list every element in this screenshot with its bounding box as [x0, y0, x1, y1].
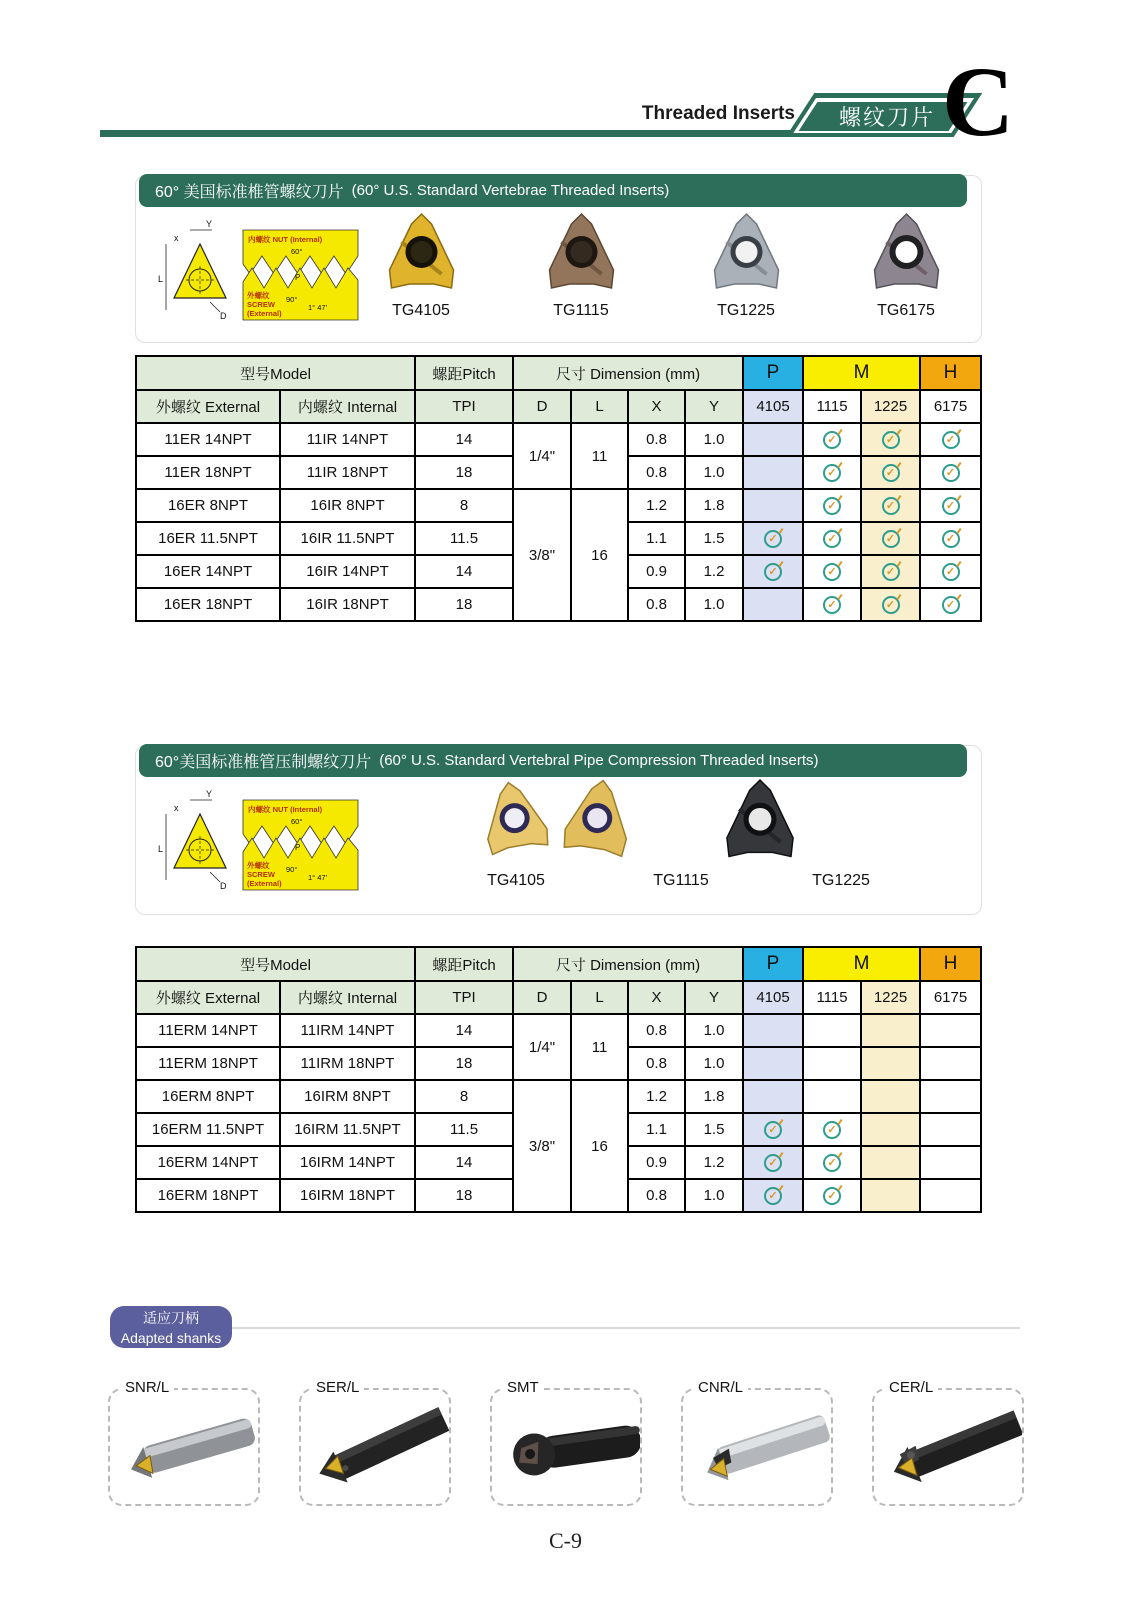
grade-cell-1225 — [861, 1080, 920, 1113]
dim-y-label: Y — [206, 789, 213, 799]
grade-cell-1115 — [803, 423, 861, 456]
insert-label: TG1225 — [717, 302, 775, 319]
internal-header: 内螺纹 Internal — [280, 390, 415, 423]
d-value: 3/8" — [513, 1080, 571, 1212]
angle-60-label: 60° — [291, 817, 303, 826]
grade-cell-4105 — [743, 1146, 803, 1179]
chapter-letter: C — [942, 46, 1015, 157]
pitch-label: P — [295, 273, 301, 282]
check-icon: ✓ — [823, 596, 841, 614]
external-model: 16ERM 14NPT — [136, 1146, 280, 1179]
x-value: 0.9 — [628, 555, 685, 588]
check-icon: ✓ — [882, 596, 900, 614]
insert-label: TG4105 — [392, 302, 450, 319]
l-header: L — [571, 981, 628, 1014]
tpi-value: 14 — [415, 1014, 513, 1047]
grade-cell-1225 — [861, 1014, 920, 1047]
l-header: L — [571, 390, 628, 423]
check-icon: ✓ — [764, 1154, 782, 1172]
angle-90-label: 90° — [286, 295, 298, 304]
dim-d-label: D — [220, 311, 227, 321]
external-model: 16ERM 18NPT — [136, 1179, 280, 1212]
grade-p-header: P — [743, 947, 803, 981]
grade-cell-1115 — [803, 1179, 861, 1212]
tpi-value: 18 — [415, 588, 513, 621]
y-header: Y — [685, 390, 743, 423]
internal-model: 16IR 14NPT — [280, 555, 415, 588]
shank-label: CER/L — [884, 1379, 938, 1396]
grade-cell-4105 — [743, 1014, 803, 1047]
external-header: 外螺纹 External — [136, 981, 280, 1014]
grade-cell-1115 — [803, 1146, 861, 1179]
internal-model: 11IR 14NPT — [280, 423, 415, 456]
y-value: 1.8 — [685, 489, 743, 522]
internal-header: 内螺纹 Internal — [280, 981, 415, 1014]
y-value: 1.5 — [685, 1113, 743, 1146]
d-value: 1/4" — [513, 1014, 571, 1080]
grade-m-header: M — [803, 947, 920, 981]
check-icon: ✓ — [764, 563, 782, 581]
insert-photo-tg1225-black — [701, 778, 819, 873]
grade-cell-6175 — [920, 423, 981, 456]
shank-photo-cnrl — [683, 1396, 831, 1501]
dimension-header: 尺寸 Dimension (mm) — [513, 947, 743, 981]
grade-cell-4105 — [743, 522, 803, 555]
grade-cell-4105 — [743, 555, 803, 588]
external-model: 11ERM 18NPT — [136, 1047, 280, 1080]
model-header: 型号Model — [136, 947, 415, 981]
shank-card-cerl — [872, 1379, 1024, 1506]
check-icon: ✓ — [823, 1154, 841, 1172]
y-value: 1.8 — [685, 1080, 743, 1113]
dim-x-label: x — [174, 803, 179, 813]
screw-label-2: SCREW — [247, 300, 275, 309]
grade-cell-1115 — [803, 489, 861, 522]
dim-l-label: L — [158, 274, 164, 284]
external-model: 16ERM 11.5NPT — [136, 1113, 280, 1146]
tpi-value: 14 — [415, 423, 513, 456]
angle-90-label: 90° — [286, 865, 298, 874]
check-icon: ✓ — [882, 464, 900, 482]
x-value: 0.8 — [628, 1179, 685, 1212]
pitch-header: 螺距Pitch — [415, 947, 513, 981]
page-title-en: Threaded Inserts — [641, 103, 795, 124]
grade-1225-header: 1225 — [861, 981, 920, 1014]
grade-cell-4105 — [743, 456, 803, 489]
check-icon: ✓ — [882, 497, 900, 515]
screw-label-2: SCREW — [247, 870, 275, 879]
tpi-value: 14 — [415, 1146, 513, 1179]
grade-4105-header: 4105 — [743, 981, 803, 1014]
section-heading — [139, 744, 967, 777]
l-value: 16 — [571, 1080, 628, 1212]
table-row — [136, 423, 981, 456]
nut-label: 内螺纹 NUT (Internal) — [248, 805, 323, 814]
check-icon: ✓ — [823, 431, 841, 449]
shank-card-cnrl — [681, 1379, 833, 1506]
x-value: 0.8 — [628, 1014, 685, 1047]
check-icon: ✓ — [823, 530, 841, 548]
grade-cell-1115 — [803, 522, 861, 555]
internal-model: 11IR 18NPT — [280, 456, 415, 489]
shank-card-smt — [490, 1379, 642, 1506]
grade-cell-4105 — [743, 1080, 803, 1113]
table-header-row-1 — [136, 947, 981, 981]
thread-profile-diagram — [148, 216, 363, 324]
tpi-value: 8 — [415, 489, 513, 522]
dim-y-label: Y — [206, 219, 213, 229]
internal-model: 11IRM 18NPT — [280, 1047, 415, 1080]
angle-60-label: 60° — [291, 247, 303, 256]
y-value: 1.0 — [685, 1014, 743, 1047]
internal-model: 16IR 11.5NPT — [280, 522, 415, 555]
page-number: C-9 — [549, 1528, 582, 1553]
shanks-divider — [232, 1327, 1020, 1329]
screw-label-3: (External) — [247, 309, 282, 318]
grade-cell-6175 — [920, 522, 981, 555]
y-value: 1.0 — [685, 1047, 743, 1080]
x-value: 1.1 — [628, 1113, 685, 1146]
grade-cell-1225 — [861, 489, 920, 522]
y-value: 1.2 — [685, 555, 743, 588]
insert-photo-tg4105 — [364, 212, 479, 304]
check-icon: ✓ — [823, 563, 841, 581]
table-row — [136, 1080, 981, 1113]
x-value: 0.9 — [628, 1146, 685, 1179]
shank-label: SNR/L — [120, 1379, 174, 1396]
external-model: 16ER 11.5NPT — [136, 522, 280, 555]
header-rule — [100, 130, 870, 137]
grade-cell-1225 — [861, 588, 920, 621]
check-icon: ✓ — [823, 464, 841, 482]
model-header: 型号Model — [136, 356, 415, 390]
grade-1225-header: 1225 — [861, 390, 920, 423]
grade-1115-header: 1115 — [803, 390, 861, 423]
internal-model: 16IR 18NPT — [280, 588, 415, 621]
grade-cell-1115 — [803, 555, 861, 588]
check-icon: ✓ — [882, 563, 900, 581]
shank-label: CNR/L — [693, 1379, 748, 1396]
y-header: Y — [685, 981, 743, 1014]
grade-cell-1115 — [803, 1080, 861, 1113]
dim-l-label: L — [158, 844, 164, 854]
section-heading-zh: 60°美国标准椎管压制螺纹刀片 — [155, 754, 372, 771]
x-value: 1.1 — [628, 522, 685, 555]
tpi-value: 18 — [415, 456, 513, 489]
screw-label-1: 外螺纹 — [247, 861, 270, 870]
thread-profile-diagram — [148, 786, 363, 894]
table-row — [136, 1014, 981, 1047]
grade-cell-1115 — [803, 588, 861, 621]
external-model: 16ER 18NPT — [136, 588, 280, 621]
grade-cell-6175 — [920, 1179, 981, 1212]
grade-cell-6175 — [920, 1113, 981, 1146]
y-value: 1.0 — [685, 588, 743, 621]
dimension-header: 尺寸 Dimension (mm) — [513, 356, 743, 390]
d-header: D — [513, 981, 571, 1014]
insert-label: TG1115 — [653, 872, 709, 889]
nut-label: 内螺纹 NUT (Internal) — [248, 235, 323, 244]
grade-cell-6175 — [920, 1047, 981, 1080]
check-icon: ✓ — [942, 563, 960, 581]
l-value: 11 — [571, 423, 628, 489]
section-heading-en: (60° U.S. Standard Vertebral Pipe Compression Threaded Inserts) — [379, 752, 819, 769]
check-icon: ✓ — [882, 431, 900, 449]
x-header: X — [628, 981, 685, 1014]
grade-cell-1115 — [803, 456, 861, 489]
x-value: 0.8 — [628, 456, 685, 489]
insert-label: TG1115 — [553, 302, 609, 319]
grade-1115-header: 1115 — [803, 981, 861, 1014]
grade-cell-6175 — [920, 1080, 981, 1113]
y-value: 1.0 — [685, 1179, 743, 1212]
tpi-value: 8 — [415, 1080, 513, 1113]
grade-cell-4105 — [743, 489, 803, 522]
grade-cell-1225 — [861, 1146, 920, 1179]
check-icon: ✓ — [942, 431, 960, 449]
check-icon: ✓ — [942, 464, 960, 482]
check-icon: ✓ — [942, 497, 960, 515]
internal-model: 16IR 8NPT — [280, 489, 415, 522]
dim-x-label: x — [174, 233, 179, 243]
grade-cell-1225 — [861, 1113, 920, 1146]
check-icon: ✓ — [942, 530, 960, 548]
grade-cell-6175 — [920, 1014, 981, 1047]
insert-photo-tg1115 — [524, 212, 639, 304]
x-header: X — [628, 390, 685, 423]
d-header: D — [513, 390, 571, 423]
adapted-shanks-badge — [110, 1306, 232, 1348]
d-value: 3/8" — [513, 489, 571, 621]
external-model: 16ER 8NPT — [136, 489, 280, 522]
grade-cell-1225 — [861, 555, 920, 588]
pitch-label: P — [295, 843, 301, 852]
grade-m-header: M — [803, 356, 920, 390]
shank-label: SER/L — [311, 1379, 364, 1396]
y-value: 1.0 — [685, 456, 743, 489]
tpi-header: TPI — [415, 390, 513, 423]
external-model: 16ERM 8NPT — [136, 1080, 280, 1113]
shank-label: SMT — [502, 1379, 544, 1396]
section-card-vertebrae — [135, 175, 982, 343]
l-value: 16 — [571, 489, 628, 621]
internal-model: 16IRM 14NPT — [280, 1146, 415, 1179]
shank-photo-cerl — [874, 1396, 1022, 1501]
d-value: 1/4" — [513, 423, 571, 489]
grade-6175-header: 6175 — [920, 390, 981, 423]
y-value: 1.2 — [685, 1146, 743, 1179]
grade-cell-1115 — [803, 1113, 861, 1146]
adapted-shanks-badge-en: Adapted shanks — [120, 1330, 222, 1346]
shank-photo-serl — [301, 1396, 449, 1501]
grade-6175-header: 6175 — [920, 981, 981, 1014]
screw-label-3: (External) — [247, 879, 282, 888]
section-heading-zh: 60° 美国标准椎管螺纹刀片 — [155, 184, 344, 201]
screw-label-1: 外螺纹 — [247, 291, 270, 300]
grade-h-header: H — [920, 947, 981, 981]
external-model: 11ER 14NPT — [136, 423, 280, 456]
pitch-header: 螺距Pitch — [415, 356, 513, 390]
shank-card-serl — [299, 1379, 451, 1506]
internal-model: 11IRM 14NPT — [280, 1014, 415, 1047]
internal-model: 16IRM 11.5NPT — [280, 1113, 415, 1146]
l-value: 11 — [571, 1014, 628, 1080]
x-value: 0.8 — [628, 588, 685, 621]
internal-model: 16IRM 8NPT — [280, 1080, 415, 1113]
section-heading-en: (60° U.S. Standard Vertebrae Threaded Inserts) — [351, 182, 670, 199]
table-header-row-2 — [136, 390, 981, 423]
x-value: 1.2 — [628, 1080, 685, 1113]
external-model: 11ER 18NPT — [136, 456, 280, 489]
shank-photo-snrl — [110, 1396, 258, 1501]
x-value: 1.2 — [628, 489, 685, 522]
tpi-value: 14 — [415, 555, 513, 588]
y-value: 1.5 — [685, 522, 743, 555]
grade-cell-4105 — [743, 588, 803, 621]
grade-cell-4105 — [743, 1113, 803, 1146]
insert-photo-tg6175 — [849, 212, 964, 304]
grade-cell-1225 — [861, 522, 920, 555]
grade-cell-6175 — [920, 588, 981, 621]
grade-cell-4105 — [743, 423, 803, 456]
insert-photo-pair-tg4105 — [446, 776, 681, 876]
external-model: 11ERM 14NPT — [136, 1014, 280, 1047]
x-value: 0.8 — [628, 1047, 685, 1080]
grade-cell-1115 — [803, 1047, 861, 1080]
external-header: 外螺纹 External — [136, 390, 280, 423]
external-model: 16ER 14NPT — [136, 555, 280, 588]
grade-cell-6175 — [920, 489, 981, 522]
insert-label: TG1225 — [812, 872, 870, 889]
tpi-value: 18 — [415, 1179, 513, 1212]
y-value: 1.0 — [685, 423, 743, 456]
check-icon: ✓ — [823, 1187, 841, 1205]
internal-model: 16IRM 18NPT — [280, 1179, 415, 1212]
grade-p-header: P — [743, 356, 803, 390]
tpi-value: 11.5 — [415, 522, 513, 555]
insert-photo-tg1225 — [689, 212, 804, 304]
check-icon: ✓ — [764, 1121, 782, 1139]
angle-147-label: 1° 47' — [308, 303, 328, 312]
insert-label: TG4105 — [487, 872, 545, 889]
grade-cell-6175 — [920, 456, 981, 489]
grade-cell-1225 — [861, 1179, 920, 1212]
grade-cell-4105 — [743, 1047, 803, 1080]
table-header-row-1 — [136, 356, 981, 390]
grade-h-header: H — [920, 356, 981, 390]
spec-table-pipe-compression — [135, 946, 982, 1213]
grade-cell-4105 — [743, 1179, 803, 1212]
table-row — [136, 489, 981, 522]
check-icon: ✓ — [764, 530, 782, 548]
check-icon: ✓ — [823, 1121, 841, 1139]
tpi-value: 11.5 — [415, 1113, 513, 1146]
grade-cell-6175 — [920, 555, 981, 588]
check-icon: ✓ — [823, 497, 841, 515]
section-heading — [139, 174, 967, 207]
angle-147-label: 1° 47' — [308, 873, 328, 882]
table-header-row-2 — [136, 981, 981, 1014]
grade-4105-header: 4105 — [743, 390, 803, 423]
grade-cell-1225 — [861, 456, 920, 489]
spec-table-vertebrae — [135, 355, 982, 622]
tpi-value: 18 — [415, 1047, 513, 1080]
tpi-header: TPI — [415, 981, 513, 1014]
x-value: 0.8 — [628, 423, 685, 456]
check-icon: ✓ — [942, 596, 960, 614]
shank-card-snrl — [108, 1379, 260, 1506]
insert-label: TG6175 — [877, 302, 935, 319]
check-icon: ✓ — [764, 1187, 782, 1205]
check-icon: ✓ — [882, 530, 900, 548]
grade-cell-1115 — [803, 1014, 861, 1047]
adapted-shanks-badge-zh: 适应刀柄 — [143, 1310, 199, 1326]
dim-d-label: D — [220, 881, 227, 891]
section-card-pipe-compression — [135, 745, 982, 915]
grade-cell-1225 — [861, 423, 920, 456]
shank-photo-smt — [492, 1396, 640, 1501]
grade-cell-6175 — [920, 1146, 981, 1179]
page-title-zh: 螺纹刀片 — [838, 105, 935, 130]
grade-cell-1225 — [861, 1047, 920, 1080]
